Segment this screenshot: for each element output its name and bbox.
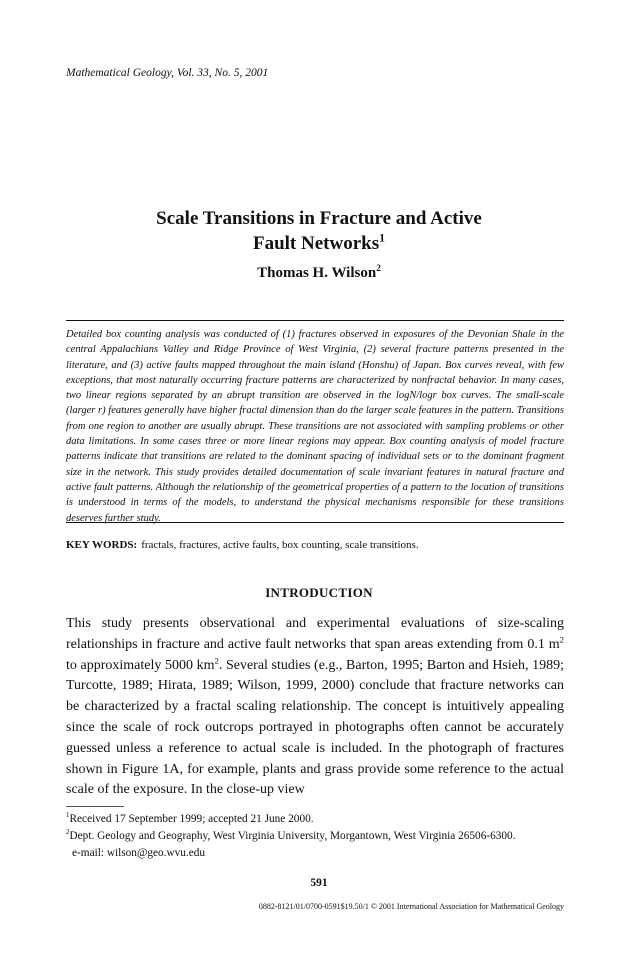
- title-footnote-mark: 1: [379, 231, 386, 245]
- intro-text-b: to approximately 5000 km: [66, 657, 215, 673]
- intro-sup-2: 2: [214, 654, 219, 665]
- intro-sup-1: 2: [559, 634, 564, 645]
- paper-title-line-1: [0, 208, 638, 230]
- keywords-label: KEY WORDS:: [66, 539, 138, 551]
- keywords: [66, 539, 564, 551]
- abstract-top-rule: [66, 320, 564, 321]
- title-text-2: Fault Networks: [252, 233, 380, 254]
- intro-text-c: . Several studies (e.g., Barton, 1995; Barton and Hsieh, 1989; Turcotte, 1989; Hirata, 1989; Wilson, 1999, 2000) conclude that fracture networks can be characterized by a fractal scaling relationship. The concept is intuitively appealing since the scale of rock outcrops portrayed in photographs often cannot be accurately guessed unless a reference to actual scale is included. In the photograph of fractures shown in Figure 1A, for example, plants and grass provide some reference to the actual scale of the exposure. In the close-up view: [66, 657, 564, 798]
- footnote-2: [66, 828, 564, 845]
- introduction-paragraph: [66, 614, 564, 801]
- author-footnote-mark: 2: [376, 264, 381, 274]
- section-heading-introduction: INTRODUCTION: [265, 585, 373, 600]
- intro-text-a: This study presents observational and experimental evaluations of size-scaling relationships in fracture and active fault networks that span areas extending from 0.1 m: [66, 616, 564, 652]
- keywords-text: fractals, fractures, active faults, box counting, scale transitions.: [141, 539, 419, 551]
- footnote-rule: [66, 806, 124, 807]
- paper-title-line-2: [0, 233, 638, 255]
- author-name: [0, 265, 638, 282]
- page-number: 591: [310, 877, 328, 889]
- journal-citation: Mathematical Geology, Vol. 33, No. 5, 2001: [66, 67, 269, 79]
- copyright-line: 0882-8121/01/0700-0591$19.50/1 © 2001 International Association for Mathematical Geology: [258, 902, 564, 911]
- footnote-2-text: Dept. Geology and Geography, West Virginia University, Morgantown, West Virginia 26506-6300.: [69, 830, 516, 842]
- footnote-2-mark: 2: [66, 828, 70, 837]
- author-text: Thomas H. Wilson: [257, 265, 377, 281]
- abstract: Detailed box counting analysis was conducted of (1) fractures observed in exposures of the Devonian Shale in the central Appalachians Valley and Ridge Province of West Virginia, (2) several fracture patterns presented in the literature, and (3) active faults mapped throughout the main island (Honshu) of Japan. Box curves reveal, with few exceptions, that most naturally occurring fracture patterns are characterized by nonfractal behavior. In many cases, two linear regions separated by an abrupt transition are observed in the logN/logr box curves. The small-scale (larger r) features generally have higher fractal dimension than do the larger scale features in the pattern. Transitions from one region to another are usually abrupt. These transitions are not associated with sampling problems or other data limitations. In some cases three or more linear regions may appear. Box counting analysis of model fracture patterns indicate that transitions are related to the dominant spacing of individual sets or to the dominant fragment size in the network. This study provides detailed documentation of scale invariant features in natural fracture and active fault patterns. Although the relationship of the geometrical properties of a pattern to the location of transitions is understood in terms of the models, to understand the physical mechanisms responsible for these transitions deserves further study.: [66, 329, 564, 524]
- footnote-1: [66, 811, 564, 828]
- abstract-bottom-rule: [66, 522, 564, 523]
- footnote-1-text: Received 17 September 1999; accepted 21 June 2000.: [69, 813, 314, 825]
- footnote-1-mark: 1: [66, 811, 70, 820]
- footnote-email: e-mail: wilson@geo.wvu.edu: [72, 847, 206, 859]
- title-text-1: Scale Transitions in Fracture and Active: [156, 208, 482, 229]
